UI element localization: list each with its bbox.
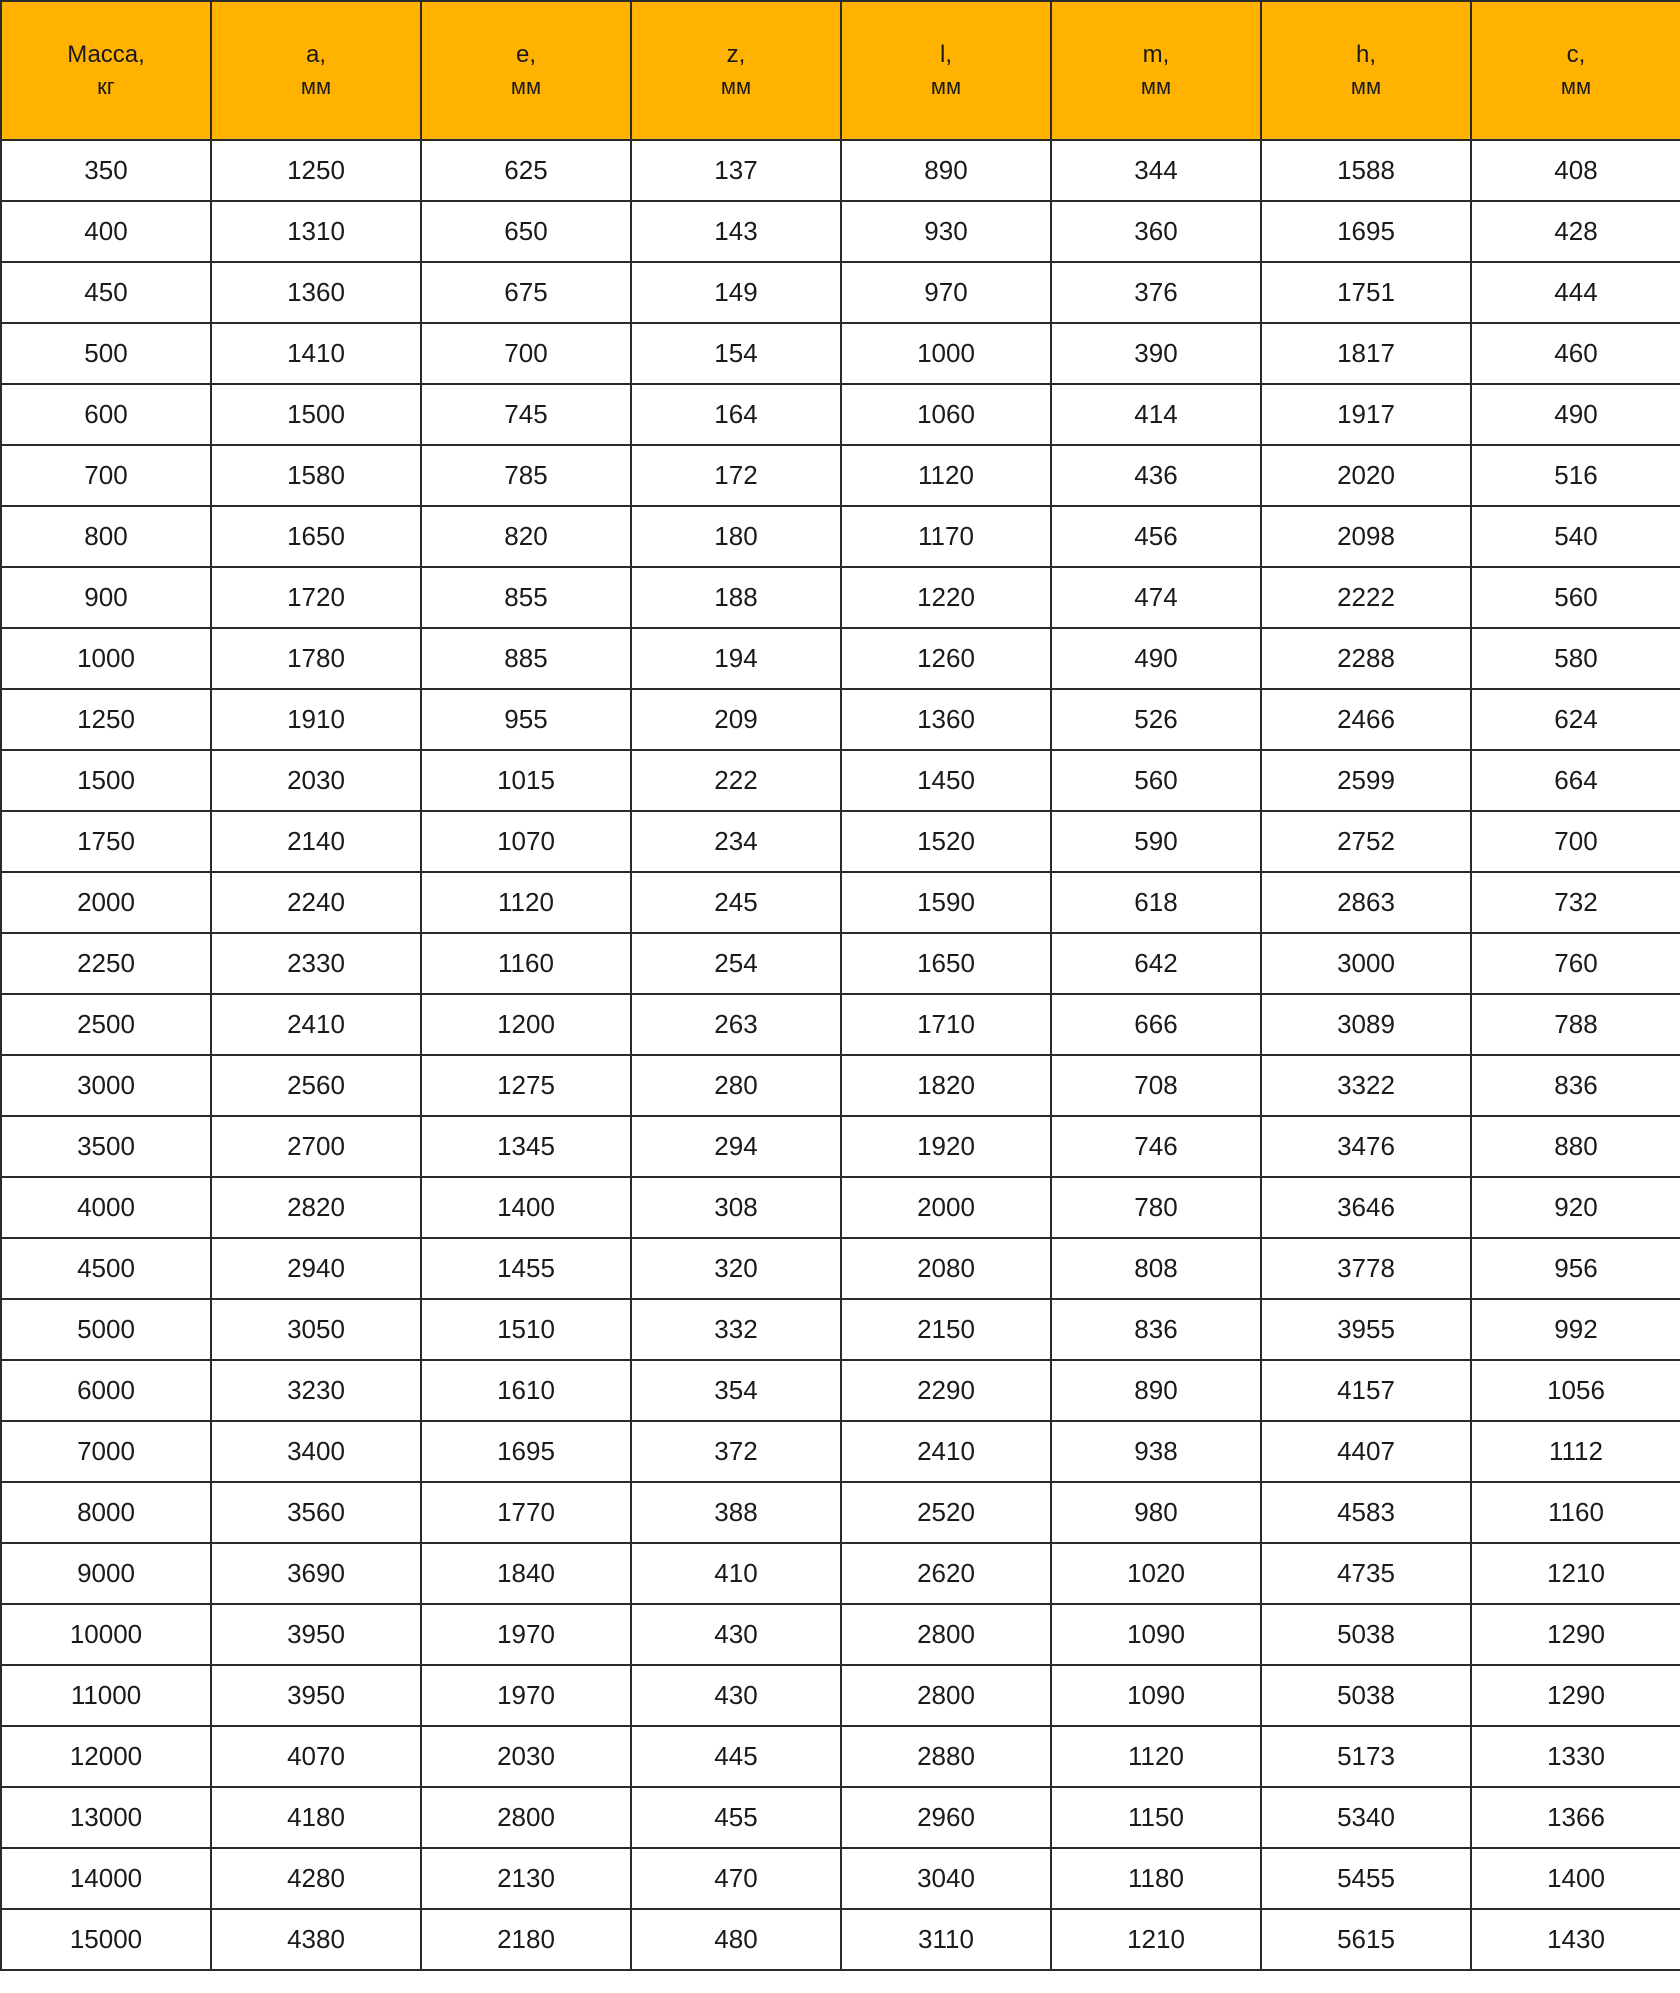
column-header bbox=[1261, 1, 1471, 140]
table-cell: 590 bbox=[1051, 811, 1261, 872]
table-cell: 10000 bbox=[1, 1604, 211, 1665]
table-cell: 732 bbox=[1471, 872, 1680, 933]
table-cell: 1090 bbox=[1051, 1604, 1261, 1665]
table-cell: 1650 bbox=[841, 933, 1051, 994]
table-cell: 1410 bbox=[211, 323, 421, 384]
table-cell: 1710 bbox=[841, 994, 1051, 1055]
column-header-name: Масса, bbox=[67, 40, 145, 68]
table-cell: 2000 bbox=[1, 872, 211, 933]
table-cell: 1590 bbox=[841, 872, 1051, 933]
table-row bbox=[1, 1665, 1680, 1726]
table-cell: 372 bbox=[631, 1421, 841, 1482]
table-cell: 580 bbox=[1471, 628, 1680, 689]
table-cell: 785 bbox=[421, 445, 631, 506]
column-header-name: c, bbox=[1566, 40, 1586, 68]
table-cell: 3050 bbox=[211, 1299, 421, 1360]
table-cell: 294 bbox=[631, 1116, 841, 1177]
table-cell: 455 bbox=[631, 1787, 841, 1848]
table-row bbox=[1, 1177, 1680, 1238]
table-cell: 1060 bbox=[841, 384, 1051, 445]
table-cell: 320 bbox=[631, 1238, 841, 1299]
table-cell: 1970 bbox=[421, 1665, 631, 1726]
table-cell: 1751 bbox=[1261, 262, 1471, 323]
table-cell: 2150 bbox=[841, 1299, 1051, 1360]
table-cell: 1750 bbox=[1, 811, 211, 872]
table-row bbox=[1, 1421, 1680, 1482]
table-cell: 1840 bbox=[421, 1543, 631, 1604]
table-cell: 2500 bbox=[1, 994, 211, 1055]
table-cell: 470 bbox=[631, 1848, 841, 1909]
column-header-name: l, bbox=[940, 40, 952, 68]
table-cell: 354 bbox=[631, 1360, 841, 1421]
table-cell: 1650 bbox=[211, 506, 421, 567]
table-row bbox=[1, 384, 1680, 445]
column-header-unit: мм bbox=[510, 73, 542, 99]
table-cell: 675 bbox=[421, 262, 631, 323]
column-header bbox=[1471, 1, 1680, 140]
column-header-unit: мм bbox=[1140, 73, 1172, 99]
table-cell: 1580 bbox=[211, 445, 421, 506]
table-cell: 180 bbox=[631, 506, 841, 567]
table-row bbox=[1, 1116, 1680, 1177]
table-cell: 1400 bbox=[1471, 1848, 1680, 1909]
table-cell: 1820 bbox=[841, 1055, 1051, 1116]
column-header bbox=[841, 1, 1051, 140]
column-header-unit: мм bbox=[1560, 73, 1592, 99]
table-row bbox=[1, 994, 1680, 1055]
table-cell: 788 bbox=[1471, 994, 1680, 1055]
table-cell: 254 bbox=[631, 933, 841, 994]
table-cell: 11000 bbox=[1, 1665, 211, 1726]
table-cell: 2290 bbox=[841, 1360, 1051, 1421]
table-cell: 1360 bbox=[841, 689, 1051, 750]
table-cell: 2020 bbox=[1261, 445, 1471, 506]
column-header-name: z, bbox=[726, 40, 746, 68]
table-cell: 1500 bbox=[211, 384, 421, 445]
table-cell: 1720 bbox=[211, 567, 421, 628]
table-row bbox=[1, 323, 1680, 384]
table-cell: 618 bbox=[1051, 872, 1261, 933]
table-cell: 3560 bbox=[211, 1482, 421, 1543]
table-cell: 1160 bbox=[421, 933, 631, 994]
table-cell: 2466 bbox=[1261, 689, 1471, 750]
table-cell: 350 bbox=[1, 140, 211, 201]
table-cell: 540 bbox=[1471, 506, 1680, 567]
table-cell: 2410 bbox=[211, 994, 421, 1055]
table-cell: 2222 bbox=[1261, 567, 1471, 628]
table-cell: 400 bbox=[1, 201, 211, 262]
table-cell: 4407 bbox=[1261, 1421, 1471, 1482]
table-row bbox=[1, 1726, 1680, 1787]
table-cell: 3778 bbox=[1261, 1238, 1471, 1299]
table-cell: 600 bbox=[1, 384, 211, 445]
table-cell: 700 bbox=[1, 445, 211, 506]
table-cell: 1770 bbox=[421, 1482, 631, 1543]
table-cell: 920 bbox=[1471, 1177, 1680, 1238]
table-row bbox=[1, 933, 1680, 994]
table-cell: 980 bbox=[1051, 1482, 1261, 1543]
table-cell: 500 bbox=[1, 323, 211, 384]
table-cell: 1210 bbox=[1051, 1909, 1261, 1970]
table-cell: 1520 bbox=[841, 811, 1051, 872]
table-cell: 1056 bbox=[1471, 1360, 1680, 1421]
table-cell: 410 bbox=[631, 1543, 841, 1604]
table-row bbox=[1, 872, 1680, 933]
table-cell: 3950 bbox=[211, 1665, 421, 1726]
table-cell: 2752 bbox=[1261, 811, 1471, 872]
table-cell: 490 bbox=[1471, 384, 1680, 445]
table-cell: 4157 bbox=[1261, 1360, 1471, 1421]
table-cell: 445 bbox=[631, 1726, 841, 1787]
table-cell: 3040 bbox=[841, 1848, 1051, 1909]
table-cell: 1360 bbox=[211, 262, 421, 323]
table-cell: 1120 bbox=[1051, 1726, 1261, 1787]
table-cell: 526 bbox=[1051, 689, 1261, 750]
table-cell: 5000 bbox=[1, 1299, 211, 1360]
table-cell: 2620 bbox=[841, 1543, 1051, 1604]
table-cell: 746 bbox=[1051, 1116, 1261, 1177]
table-cell: 2410 bbox=[841, 1421, 1051, 1482]
column-header-name: m, bbox=[1142, 40, 1170, 68]
table-cell: 2800 bbox=[841, 1604, 1051, 1665]
table-cell: 516 bbox=[1471, 445, 1680, 506]
column-header bbox=[421, 1, 631, 140]
table-cell: 3500 bbox=[1, 1116, 211, 1177]
table-cell: 700 bbox=[1471, 811, 1680, 872]
table-cell: 624 bbox=[1471, 689, 1680, 750]
table-cell: 8000 bbox=[1, 1482, 211, 1543]
table-row bbox=[1, 201, 1680, 262]
table-cell: 1250 bbox=[1, 689, 211, 750]
table-cell: 745 bbox=[421, 384, 631, 445]
table-row bbox=[1, 1360, 1680, 1421]
table-cell: 194 bbox=[631, 628, 841, 689]
table-cell: 664 bbox=[1471, 750, 1680, 811]
table-cell: 3950 bbox=[211, 1604, 421, 1665]
table-cell: 2030 bbox=[211, 750, 421, 811]
table-cell: 3646 bbox=[1261, 1177, 1471, 1238]
table-cell: 1290 bbox=[1471, 1665, 1680, 1726]
table-cell: 2330 bbox=[211, 933, 421, 994]
table-cell: 390 bbox=[1051, 323, 1261, 384]
table-cell: 1275 bbox=[421, 1055, 631, 1116]
table-cell: 154 bbox=[631, 323, 841, 384]
table-row bbox=[1, 506, 1680, 567]
table-cell: 172 bbox=[631, 445, 841, 506]
table-cell: 5038 bbox=[1261, 1665, 1471, 1726]
table-cell: 1917 bbox=[1261, 384, 1471, 445]
table-cell: 137 bbox=[631, 140, 841, 201]
table-cell: 1000 bbox=[1, 628, 211, 689]
table-row bbox=[1, 1909, 1680, 1970]
table-cell: 490 bbox=[1051, 628, 1261, 689]
table-cell: 1160 bbox=[1471, 1482, 1680, 1543]
column-header-name: h, bbox=[1355, 40, 1376, 68]
table-cell: 4180 bbox=[211, 1787, 421, 1848]
table-row bbox=[1, 1055, 1680, 1116]
table-cell: 2700 bbox=[211, 1116, 421, 1177]
table-cell: 3955 bbox=[1261, 1299, 1471, 1360]
table-cell: 4280 bbox=[211, 1848, 421, 1909]
table-cell: 890 bbox=[841, 140, 1051, 201]
table-cell: 1170 bbox=[841, 506, 1051, 567]
table-cell: 1250 bbox=[211, 140, 421, 201]
table-cell: 2800 bbox=[841, 1665, 1051, 1726]
table-cell: 1455 bbox=[421, 1238, 631, 1299]
table-cell: 388 bbox=[631, 1482, 841, 1543]
table-cell: 3000 bbox=[1261, 933, 1471, 994]
table-cell: 4380 bbox=[211, 1909, 421, 1970]
table-cell: 800 bbox=[1, 506, 211, 567]
table-cell: 143 bbox=[631, 201, 841, 262]
table-row bbox=[1, 262, 1680, 323]
table-cell: 2820 bbox=[211, 1177, 421, 1238]
table-cell: 2000 bbox=[841, 1177, 1051, 1238]
table-cell: 1260 bbox=[841, 628, 1051, 689]
table-cell: 2240 bbox=[211, 872, 421, 933]
table-cell: 760 bbox=[1471, 933, 1680, 994]
table-cell: 2288 bbox=[1261, 628, 1471, 689]
table-cell: 2940 bbox=[211, 1238, 421, 1299]
table-cell: 1780 bbox=[211, 628, 421, 689]
table-cell: 880 bbox=[1471, 1116, 1680, 1177]
table-cell: 1015 bbox=[421, 750, 631, 811]
table-row bbox=[1, 628, 1680, 689]
column-header bbox=[1, 1, 211, 140]
table-cell: 9000 bbox=[1, 1543, 211, 1604]
table-cell: 164 bbox=[631, 384, 841, 445]
table-cell: 308 bbox=[631, 1177, 841, 1238]
column-header-name: a, bbox=[305, 40, 326, 68]
table-cell: 460 bbox=[1471, 323, 1680, 384]
table-cell: 2960 bbox=[841, 1787, 1051, 1848]
table-row bbox=[1, 1848, 1680, 1909]
table-cell: 1430 bbox=[1471, 1909, 1680, 1970]
header-row bbox=[1, 1, 1680, 140]
table-cell: 1817 bbox=[1261, 323, 1471, 384]
table-cell: 2130 bbox=[421, 1848, 631, 1909]
column-header-unit: мм bbox=[300, 73, 332, 99]
table-row bbox=[1, 1299, 1680, 1360]
table-cell: 808 bbox=[1051, 1238, 1261, 1299]
table-cell: 3322 bbox=[1261, 1055, 1471, 1116]
column-header-unit: мм bbox=[930, 73, 962, 99]
table-row bbox=[1, 1482, 1680, 1543]
table-cell: 3089 bbox=[1261, 994, 1471, 1055]
table-cell: 1695 bbox=[421, 1421, 631, 1482]
table-cell: 992 bbox=[1471, 1299, 1680, 1360]
table-cell: 14000 bbox=[1, 1848, 211, 1909]
table-cell: 408 bbox=[1471, 140, 1680, 201]
table-cell: 625 bbox=[421, 140, 631, 201]
table-cell: 1500 bbox=[1, 750, 211, 811]
table-cell: 280 bbox=[631, 1055, 841, 1116]
table-cell: 414 bbox=[1051, 384, 1261, 445]
table-cell: 2140 bbox=[211, 811, 421, 872]
table-cell: 428 bbox=[1471, 201, 1680, 262]
table-cell: 450 bbox=[1, 262, 211, 323]
table-cell: 642 bbox=[1051, 933, 1261, 994]
table-cell: 1970 bbox=[421, 1604, 631, 1665]
table-cell: 1180 bbox=[1051, 1848, 1261, 1909]
table-cell: 480 bbox=[631, 1909, 841, 1970]
table-cell: 5340 bbox=[1261, 1787, 1471, 1848]
table-cell: 836 bbox=[1051, 1299, 1261, 1360]
table-cell: 970 bbox=[841, 262, 1051, 323]
table-row bbox=[1, 1543, 1680, 1604]
column-header bbox=[1051, 1, 1261, 140]
table-cell: 1120 bbox=[421, 872, 631, 933]
table-cell: 5038 bbox=[1261, 1604, 1471, 1665]
table-cell: 3110 bbox=[841, 1909, 1051, 1970]
table-cell: 188 bbox=[631, 567, 841, 628]
table-row bbox=[1, 689, 1680, 750]
column-header-unit: кг bbox=[97, 73, 115, 99]
table-cell: 2560 bbox=[211, 1055, 421, 1116]
table-cell: 1000 bbox=[841, 323, 1051, 384]
table-cell: 1920 bbox=[841, 1116, 1051, 1177]
table-cell: 3400 bbox=[211, 1421, 421, 1482]
table-cell: 3230 bbox=[211, 1360, 421, 1421]
table-cell: 1330 bbox=[1471, 1726, 1680, 1787]
table-cell: 222 bbox=[631, 750, 841, 811]
table-cell: 4583 bbox=[1261, 1482, 1471, 1543]
table-header bbox=[1, 1, 1680, 140]
table-cell: 456 bbox=[1051, 506, 1261, 567]
table-cell: 245 bbox=[631, 872, 841, 933]
table-cell: 3690 bbox=[211, 1543, 421, 1604]
table-cell: 4000 bbox=[1, 1177, 211, 1238]
table-cell: 1200 bbox=[421, 994, 631, 1055]
table-cell: 1310 bbox=[211, 201, 421, 262]
table-cell: 955 bbox=[421, 689, 631, 750]
table-cell: 1290 bbox=[1471, 1604, 1680, 1665]
table-cell: 1020 bbox=[1051, 1543, 1261, 1604]
table-cell: 930 bbox=[841, 201, 1051, 262]
table-cell: 1220 bbox=[841, 567, 1051, 628]
table-cell: 885 bbox=[421, 628, 631, 689]
table-cell: 1450 bbox=[841, 750, 1051, 811]
column-header-unit: мм bbox=[720, 73, 752, 99]
table-cell: 5615 bbox=[1261, 1909, 1471, 1970]
table-cell: 5455 bbox=[1261, 1848, 1471, 1909]
table-cell: 2800 bbox=[421, 1787, 631, 1848]
table-cell: 209 bbox=[631, 689, 841, 750]
table-row bbox=[1, 140, 1680, 201]
table-cell: 5173 bbox=[1261, 1726, 1471, 1787]
table-cell: 820 bbox=[421, 506, 631, 567]
table-cell: 344 bbox=[1051, 140, 1261, 201]
table-cell: 436 bbox=[1051, 445, 1261, 506]
table-cell: 1910 bbox=[211, 689, 421, 750]
column-header bbox=[631, 1, 841, 140]
table-cell: 360 bbox=[1051, 201, 1261, 262]
column-header-unit: мм bbox=[1350, 73, 1382, 99]
column-header bbox=[211, 1, 421, 140]
table-cell: 7000 bbox=[1, 1421, 211, 1482]
table-cell: 3000 bbox=[1, 1055, 211, 1116]
table-cell: 2080 bbox=[841, 1238, 1051, 1299]
table-row bbox=[1, 1604, 1680, 1665]
table-cell: 2520 bbox=[841, 1482, 1051, 1543]
table-cell: 1588 bbox=[1261, 140, 1471, 201]
table-cell: 1090 bbox=[1051, 1665, 1261, 1726]
table-cell: 2098 bbox=[1261, 506, 1471, 567]
table-cell: 900 bbox=[1, 567, 211, 628]
table-cell: 13000 bbox=[1, 1787, 211, 1848]
table-cell: 1510 bbox=[421, 1299, 631, 1360]
table-cell: 560 bbox=[1471, 567, 1680, 628]
table-cell: 700 bbox=[421, 323, 631, 384]
table-cell: 2180 bbox=[421, 1909, 631, 1970]
table-cell: 1150 bbox=[1051, 1787, 1261, 1848]
table-cell: 12000 bbox=[1, 1726, 211, 1787]
table-cell: 3476 bbox=[1261, 1116, 1471, 1177]
table-cell: 2880 bbox=[841, 1726, 1051, 1787]
table-cell: 376 bbox=[1051, 262, 1261, 323]
table-cell: 2863 bbox=[1261, 872, 1471, 933]
table-cell: 430 bbox=[631, 1665, 841, 1726]
table-cell: 1070 bbox=[421, 811, 631, 872]
table-cell: 1695 bbox=[1261, 201, 1471, 262]
table-cell: 1400 bbox=[421, 1177, 631, 1238]
table-cell: 650 bbox=[421, 201, 631, 262]
table-cell: 938 bbox=[1051, 1421, 1261, 1482]
table-cell: 332 bbox=[631, 1299, 841, 1360]
table-cell: 560 bbox=[1051, 750, 1261, 811]
table-row bbox=[1, 811, 1680, 872]
table-cell: 855 bbox=[421, 567, 631, 628]
table-cell: 444 bbox=[1471, 262, 1680, 323]
table-cell: 430 bbox=[631, 1604, 841, 1665]
table-row bbox=[1, 1787, 1680, 1848]
table-cell: 780 bbox=[1051, 1177, 1261, 1238]
table-cell: 15000 bbox=[1, 1909, 211, 1970]
table-cell: 1120 bbox=[841, 445, 1051, 506]
table-cell: 234 bbox=[631, 811, 841, 872]
column-header-name: e, bbox=[515, 40, 536, 68]
table-cell: 4070 bbox=[211, 1726, 421, 1787]
table-cell: 149 bbox=[631, 262, 841, 323]
table-cell: 1112 bbox=[1471, 1421, 1680, 1482]
table-row bbox=[1, 567, 1680, 628]
table-cell: 1366 bbox=[1471, 1787, 1680, 1848]
table-row bbox=[1, 1238, 1680, 1299]
table-cell: 474 bbox=[1051, 567, 1261, 628]
table-cell: 4500 bbox=[1, 1238, 211, 1299]
table-cell: 956 bbox=[1471, 1238, 1680, 1299]
table-cell: 4735 bbox=[1261, 1543, 1471, 1604]
table-row bbox=[1, 750, 1680, 811]
table-cell: 1610 bbox=[421, 1360, 631, 1421]
table-row bbox=[1, 445, 1680, 506]
table-cell: 2599 bbox=[1261, 750, 1471, 811]
table-cell: 836 bbox=[1471, 1055, 1680, 1116]
table-cell: 890 bbox=[1051, 1360, 1261, 1421]
table-cell: 708 bbox=[1051, 1055, 1261, 1116]
table-cell: 1345 bbox=[421, 1116, 631, 1177]
table-cell: 666 bbox=[1051, 994, 1261, 1055]
table-cell: 2250 bbox=[1, 933, 211, 994]
table-body bbox=[1, 140, 1680, 1970]
table-cell: 2030 bbox=[421, 1726, 631, 1787]
table-cell: 6000 bbox=[1, 1360, 211, 1421]
table-cell: 1210 bbox=[1471, 1543, 1680, 1604]
table-cell: 263 bbox=[631, 994, 841, 1055]
